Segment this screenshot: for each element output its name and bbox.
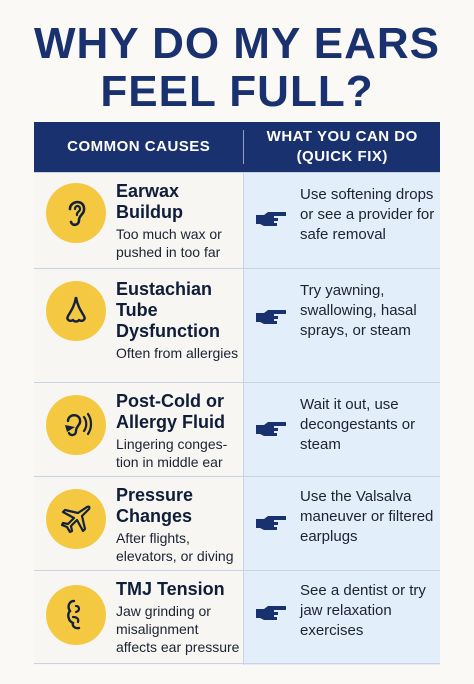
jaw-icon [46,585,106,645]
table-row [34,382,440,477]
fix-cell [244,269,440,383]
cause-title: Earwax Buildup [116,181,183,222]
pointing-hand-icon [254,209,288,229]
header-causes: COMMON CAUSES [67,138,211,155]
pointing-hand-icon [254,419,288,439]
cause-title: TMJ Tension [116,579,225,599]
cause-description: Lingering conges- tion in middle ear [116,436,228,470]
cause-cell [34,383,244,477]
fix-text: Use softening drops or see a provider for safe removal [300,186,435,243]
table-row [34,268,440,383]
cause-description: Often from allergies [116,345,239,361]
fix-cell [244,383,440,477]
cause-title: Post-Cold or Allergy Fluid [116,391,226,432]
fix-cell [244,477,440,571]
cause-description: After flights, elevators, or diving [116,530,234,564]
fix-text: See a dentist or try jaw relaxation exercises [300,582,426,639]
fix-text: Wait it out, use decongestants or steam [300,396,416,453]
table-header [34,122,440,172]
cause-description: Jaw grinding or misalignment affects ear pressure [116,603,240,655]
ear-sound-icon [46,395,106,455]
cause-cell [34,173,244,269]
ear-icon [46,183,106,243]
pointing-hand-icon [254,307,288,327]
airplane-icon [46,489,106,549]
table-row [34,476,440,571]
table-bottom-border [34,663,440,664]
fix-text: Try yawning, swallowing, hasal sprays, or steam [300,282,417,339]
table-row [34,172,440,269]
causes-table [34,122,440,664]
pointing-hand-icon [254,603,288,623]
fix-cell [244,571,440,665]
table-row [34,570,440,665]
cause-cell [34,269,244,383]
cause-cell [34,477,244,571]
cause-cell [34,571,244,665]
nose-icon [46,281,106,341]
title-line-2: FEEL FULL? [100,67,374,116]
pointing-hand-icon [254,513,288,533]
cause-description: Too much wax or pushed in too far [116,226,222,260]
cause-title: Eustachian Tube Dysfunction [116,279,221,341]
page-title [0,20,474,116]
cause-title: Pressure Changes [116,485,194,526]
fix-cell [244,173,440,269]
title-line-1: WHY DO MY EARS [34,19,440,68]
fix-text: Use the Valsalva maneuver or filtered earplugs [300,488,434,545]
header-fix: WHAT YOU CAN DO (QUICK FIX) [266,128,418,165]
